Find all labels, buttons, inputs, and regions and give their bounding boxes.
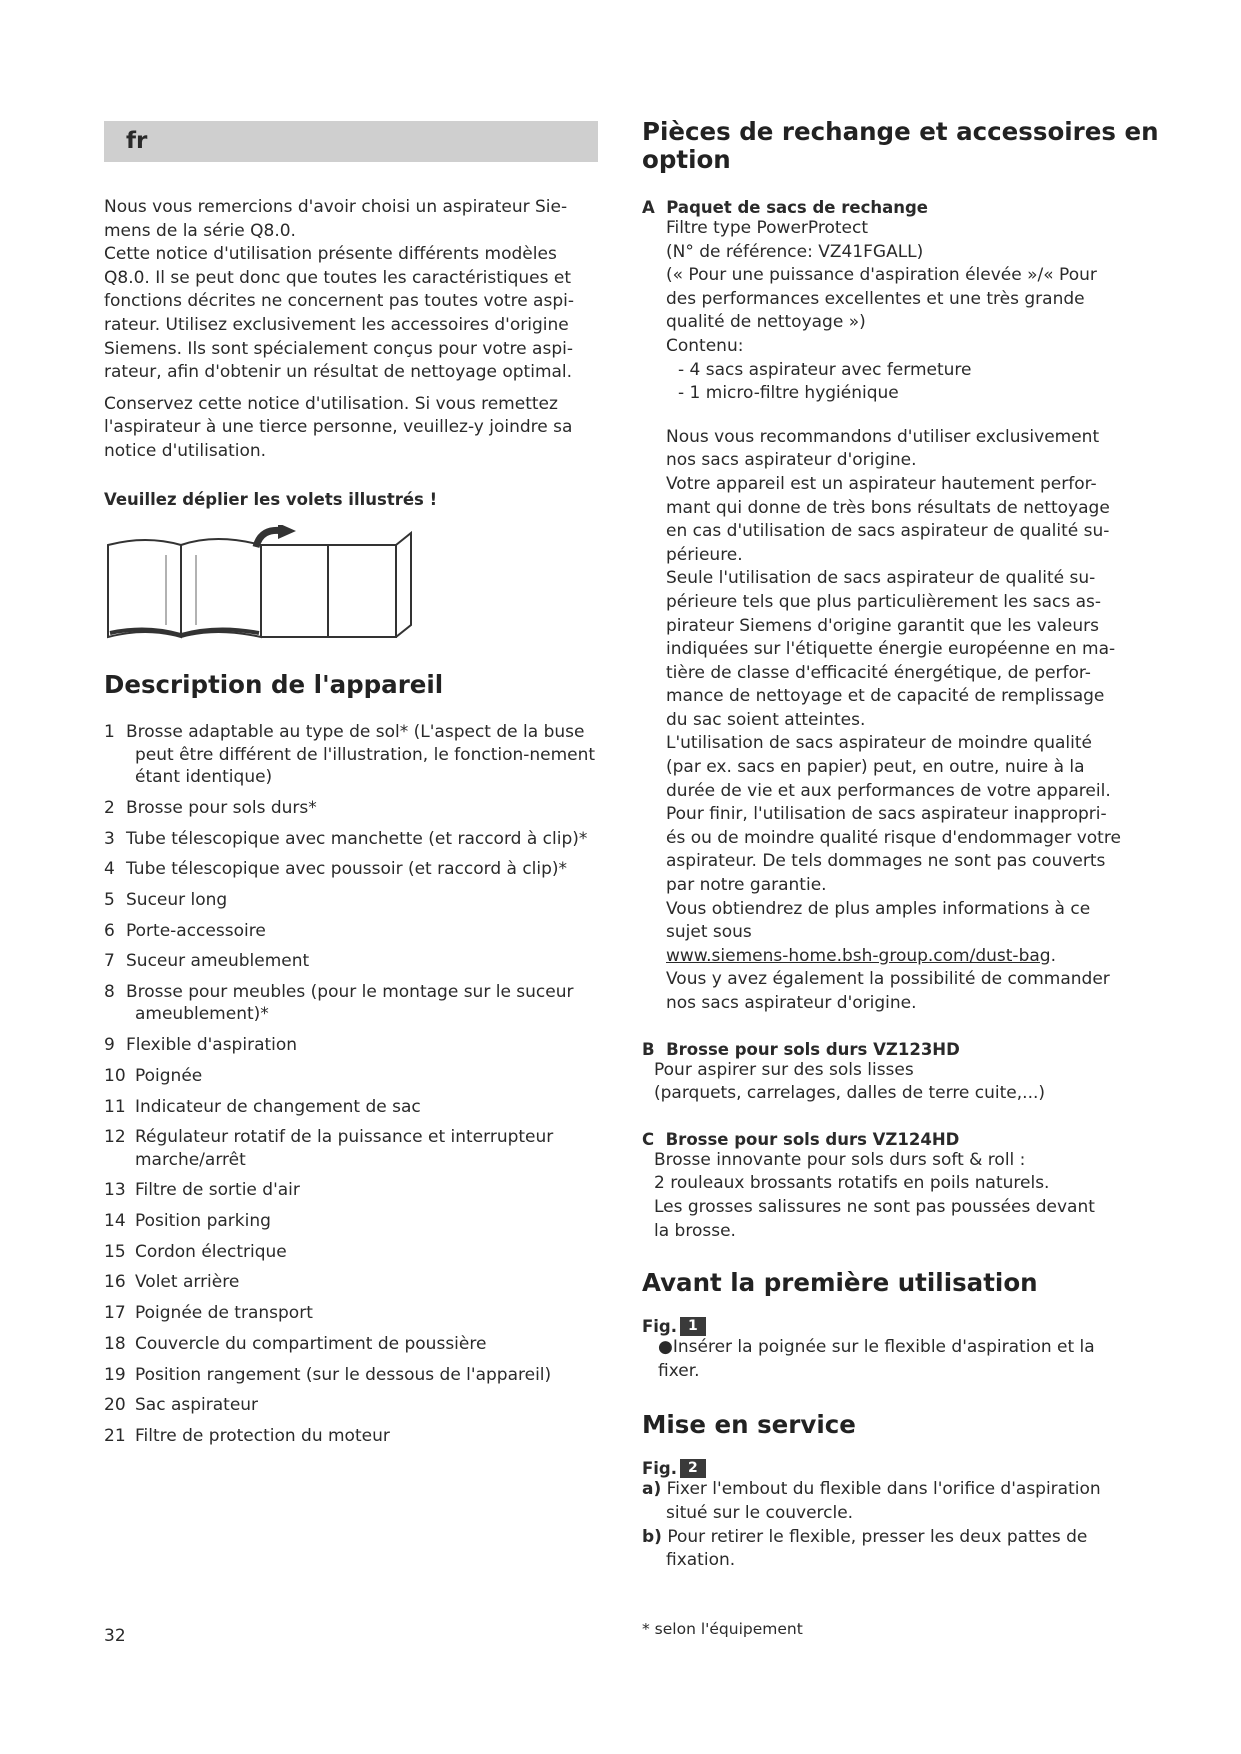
item-text: Indicateur de changement de sac	[135, 1096, 421, 1117]
list-item	[104, 1126, 604, 1171]
recommendation-line: par notre garantie.	[666, 875, 827, 896]
item-text: Suceur long	[126, 889, 228, 910]
parts-list	[104, 721, 604, 1447]
list-item	[104, 797, 604, 820]
fig-1-badge: 1	[680, 1317, 706, 1336]
recommendation-line: périeure tels que plus particulièrement les sacs as-	[666, 591, 1102, 612]
dust-bag-link[interactable]: www.siemens-home.bsh-group.com/dust-bag	[666, 945, 1051, 966]
intro-line: Cette notice d'utilisation présente différents modèles	[104, 244, 557, 265]
intro-line: Conservez cette notice d'utilisation. Si vous remettez	[104, 393, 558, 414]
item-number: 21	[104, 1425, 126, 1446]
language-tab: fr	[104, 121, 598, 162]
list-item	[104, 981, 604, 1026]
start-step-b: b) Pour retirer le flexible, presser les deux pattes de fixation.	[642, 1526, 1088, 1571]
section-a-details	[642, 217, 1162, 359]
section-c-line: Les grosses salissures ne sont pas poussées devant	[654, 1196, 1095, 1217]
section-c-heading: C Brosse pour sols durs VZ124HD	[642, 1129, 960, 1149]
list-item	[104, 1241, 604, 1264]
item-number: 13	[104, 1180, 126, 1201]
section-a-recommendation	[642, 426, 1162, 945]
section-c-line: la brosse.	[654, 1220, 736, 1241]
section-a-line: des performances excellentes et une très grande	[666, 288, 1085, 309]
section-a-line: (N° de référence: VZ41FGALL)	[666, 241, 924, 262]
list-item	[104, 721, 604, 789]
list-item	[104, 828, 604, 851]
section-a-line: Filtre type PowerProtect	[666, 218, 869, 238]
intro-text	[104, 196, 604, 464]
description-title: Description de l'appareil	[104, 670, 444, 700]
item-text: Position parking	[135, 1211, 271, 1232]
recommendation-line: Nous vous recommandons d'utiliser exclusivement	[666, 426, 1100, 447]
list-item	[104, 1210, 604, 1233]
list-item	[104, 1096, 604, 1119]
item-text: Suceur ameublement	[126, 951, 310, 972]
item-text: Position rangement (sur le dessous de l'appareil)	[135, 1364, 552, 1385]
item-text: Régulateur rotatif de la puissance et interrupteur marche/arrêt	[135, 1127, 554, 1170]
list-item	[104, 1065, 604, 1088]
item-number: 5	[104, 889, 115, 910]
intro-line: fonctions décrites ne concernent pas toutes votre aspi-	[104, 291, 574, 312]
left-column	[104, 196, 604, 1456]
section-c	[642, 1130, 1162, 1243]
section-c-details	[642, 1149, 1162, 1243]
intro-line: Siemens. Ils sont spécialement conçus pour votre aspi-	[104, 338, 573, 359]
item-text: Cordon électrique	[135, 1241, 287, 1262]
recommendation-line: L'utilisation de sacs aspirateur de moindre qualité	[666, 733, 1092, 754]
item-text: Couvercle du compartiment de poussière	[135, 1333, 487, 1354]
item-text: Volet arrière	[135, 1272, 240, 1293]
item-number: 8	[104, 981, 115, 1002]
fig-1-label: Fig. 1	[642, 1317, 1162, 1336]
intro-line: rateur. Utilisez exclusivement les accessoires d'origine	[104, 314, 569, 335]
section-a-line: Contenu:	[666, 335, 744, 356]
bullet-icon: ●	[658, 1337, 673, 1358]
intro-paragraph-1	[104, 196, 604, 385]
right-column	[642, 118, 1162, 1573]
recommendation-line: aspirateur. De tels dommages ne sont pas couverts	[666, 851, 1106, 872]
start-step-a: a) Fixer l'embout du flexible dans l'orifice d'aspiration situé sur le couvercle.	[642, 1479, 1101, 1523]
intro-line: l'aspirateur à une tierce personne, veuillez-y joindre sa	[104, 417, 573, 438]
order-line: nos sacs aspirateur d'origine.	[666, 993, 917, 1013]
recommendation-line: (par ex. sacs en papier) peut, en outre, nuire à la	[666, 757, 1085, 778]
item-number: 18	[104, 1333, 126, 1354]
footnote: * selon l'équipement	[642, 1620, 803, 1638]
list-item	[104, 920, 604, 943]
list-item	[104, 1333, 604, 1356]
item-number: 20	[104, 1395, 126, 1416]
list-item	[104, 1271, 604, 1294]
intro-line: rateur, afin d'obtenir un résultat de nettoyage optimal.	[104, 362, 573, 383]
item-number: 2	[104, 797, 115, 818]
intro-line: Nous vous remercions d'avoir choisi un aspirateur Sie-	[104, 197, 568, 217]
item-number: 17	[104, 1303, 126, 1324]
list-item	[104, 950, 604, 973]
item-text: Filtre de protection du moteur	[135, 1425, 390, 1446]
item-text: Poignée de transport	[135, 1303, 313, 1324]
item-number: 1	[104, 722, 115, 743]
item-number: 12	[104, 1127, 126, 1148]
item-text: Brosse pour sols durs*	[126, 797, 317, 818]
section-a-contents	[642, 359, 1162, 406]
list-item	[104, 889, 604, 912]
item-text: Brosse adaptable au type de sol* (L'aspect de la buse peut être différent de l'illustration, le fonction-nement étant identique)	[126, 722, 596, 788]
item-text: Brosse pour meubles (pour le montage sur le suceur ameublement)*	[126, 981, 574, 1025]
item-number: 19	[104, 1364, 126, 1385]
item-text: Poignée	[135, 1065, 203, 1086]
fig-2-badge: 2	[680, 1459, 706, 1478]
recommendation-line: mant qui donne de très bons résultats de nettoyage	[666, 497, 1110, 518]
recommendation-line: durée de vie et aux performances de votre appareil.	[666, 780, 1111, 801]
intro-paragraph-2	[104, 393, 604, 464]
recommendation-line: Vous obtiendrez de plus amples informations à ce	[666, 898, 1091, 919]
recommendation-line: Seule l'utilisation de sacs aspirateur de qualité su-	[666, 568, 1096, 589]
first-use-instruction: ●Insérer la poignée sur le flexible d'aspiration et la fixer.	[658, 1337, 1095, 1381]
section-b-line: (parquets, carrelages, dalles de terre cuite,...)	[654, 1083, 1046, 1104]
recommendation-line: mance de nettoyage et de capacité de remplissage	[666, 686, 1105, 707]
section-b-heading: B Brosse pour sols durs VZ123HD	[642, 1039, 960, 1059]
item-text: Sac aspirateur	[135, 1395, 259, 1416]
item-text: Tube télescopique avec manchette (et raccord à clip)*	[126, 828, 588, 849]
section-b-line: Pour aspirer sur des sols lisses	[654, 1059, 914, 1080]
recommendation-line: périeure.	[666, 544, 743, 565]
recommendation-line: indiquées sur l'étiquette énergie européenne en ma-	[666, 639, 1116, 660]
fold-out-illustration	[106, 525, 604, 651]
link-suffix: .	[1050, 945, 1056, 966]
recommendation-line: en cas d'utilisation de sacs aspirateur de qualité su-	[666, 521, 1110, 542]
item-text: Porte-accessoire	[126, 920, 266, 941]
list-item	[104, 1364, 604, 1387]
contents-item: - 1 micro-filtre hygiénique	[678, 383, 899, 404]
accessories-title: Pièces de rechange et accessoires en option	[642, 117, 1159, 174]
recommendation-line: tière de classe d'efficacité énergétique, de perfor-	[666, 662, 1091, 683]
item-number: 11	[104, 1096, 126, 1117]
section-a	[642, 198, 1162, 1016]
fold-out-note: Veuillez déplier les volets illustrés !	[104, 489, 438, 509]
recommendation-line: nos sacs aspirateur d'origine.	[666, 450, 917, 471]
recommendation-line: Votre appareil est un aspirateur hautement perfor-	[666, 473, 1097, 494]
recommendation-line: pirateur Siemens d'origine garantit que les valeurs	[666, 615, 1099, 636]
item-number: 7	[104, 951, 115, 972]
item-number: 4	[104, 859, 115, 880]
item-number: 6	[104, 920, 115, 941]
intro-line: notice d'utilisation.	[104, 440, 267, 461]
recommendation-line: Pour finir, l'utilisation de sacs aspirateur inappropri-	[666, 804, 1107, 825]
section-a-order-note	[642, 968, 1162, 1015]
list-item	[104, 1302, 604, 1325]
item-number: 14	[104, 1211, 126, 1232]
item-number: 3	[104, 828, 115, 849]
list-item	[104, 1179, 604, 1202]
page-number: 32	[104, 1626, 126, 1646]
section-b-details	[642, 1059, 1162, 1106]
list-item	[104, 1394, 604, 1417]
order-line: Vous y avez également la possibilité de commander	[666, 969, 1110, 990]
item-number: 15	[104, 1241, 126, 1262]
item-number: 9	[104, 1035, 115, 1056]
intro-line: Q8.0. Il se peut donc que toutes les caractéristiques et	[104, 267, 572, 288]
start-title: Mise en service	[642, 1410, 856, 1440]
list-item	[104, 858, 604, 881]
contents-item: - 4 sacs aspirateur avec fermeture	[678, 359, 972, 380]
recommendation-line: du sac soient atteintes.	[666, 709, 866, 730]
item-text: Flexible d'aspiration	[126, 1035, 298, 1056]
fig-2-label: Fig. 2	[642, 1459, 1162, 1478]
section-a-heading: A Paquet de sacs de rechange	[642, 198, 928, 217]
section-c-line: 2 rouleaux brossants rotatifs en poils naturels.	[654, 1173, 1050, 1194]
item-text: Tube télescopique avec poussoir (et raccord à clip)*	[126, 859, 568, 880]
section-c-line: Brosse innovante pour sols durs soft & roll :	[654, 1149, 1026, 1170]
item-text: Filtre de sortie d'air	[135, 1180, 300, 1201]
open-booklet-icon	[106, 525, 418, 647]
item-number: 10	[104, 1065, 126, 1086]
recommendation-line: és ou de moindre qualité risque d'endommager votre	[666, 827, 1121, 848]
intro-line: mens de la série Q8.0.	[104, 220, 296, 241]
first-use-title: Avant la première utilisation	[642, 1268, 1038, 1298]
section-a-line: (« Pour une puissance d'aspiration élevée »/« Pour	[666, 265, 1097, 286]
list-item	[104, 1034, 604, 1057]
list-item	[104, 1425, 604, 1448]
section-b	[642, 1040, 1162, 1106]
item-number: 16	[104, 1272, 126, 1293]
section-a-line: qualité de nettoyage »)	[666, 312, 866, 333]
recommendation-line: sujet sous	[666, 922, 752, 943]
